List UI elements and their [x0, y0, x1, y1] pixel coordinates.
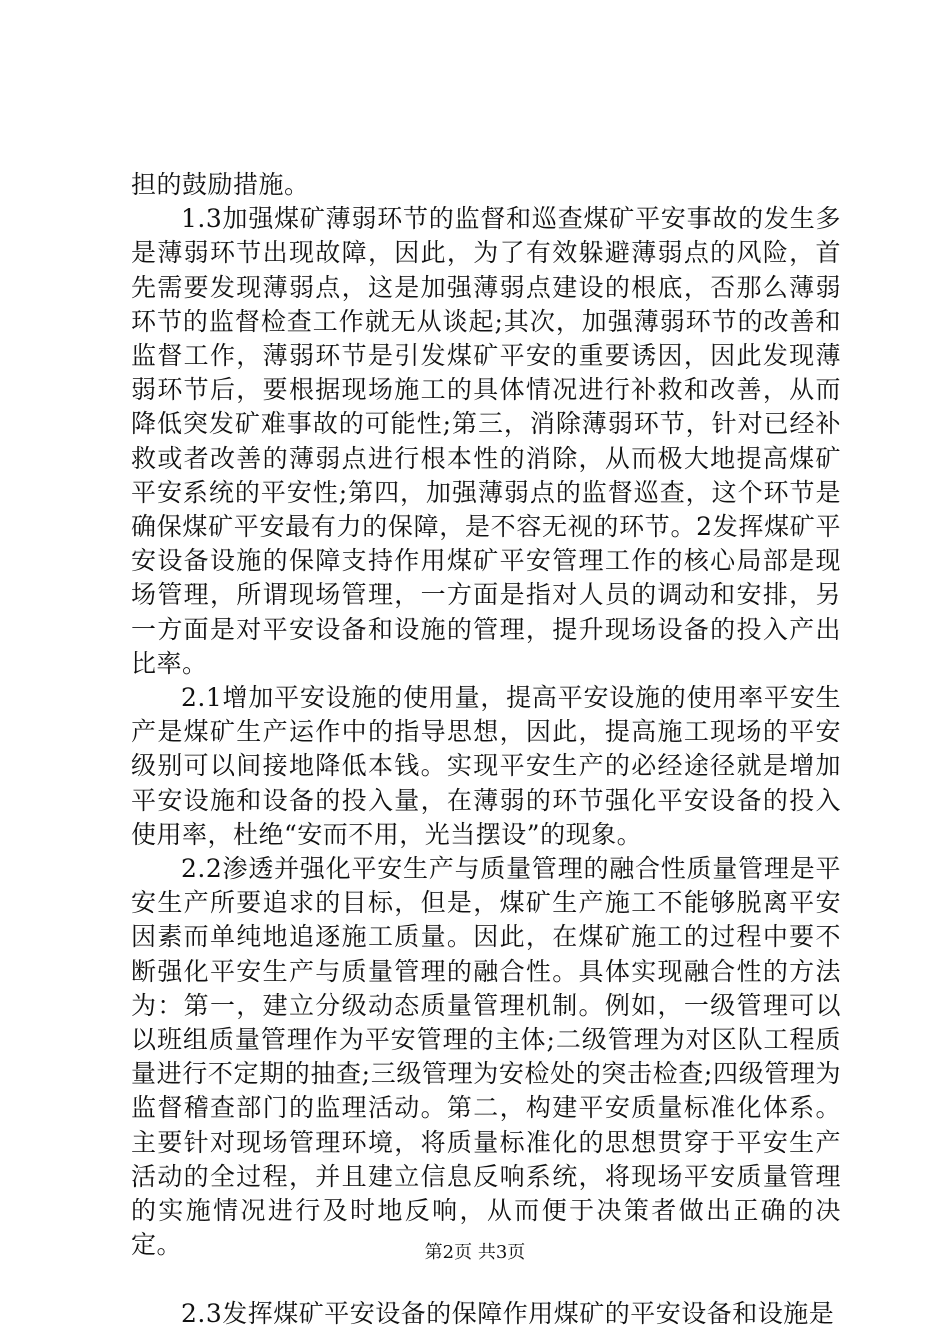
paragraph-section-1-3: 1.3加强煤矿薄弱环节的监督和巡查煤矿平安事故的发生多是薄弱环节出现故障，因此，为了有效躲避薄弱点的风险，首先需要发现薄弱点，这是加强薄弱点建设的根底，否那么薄弱环节的监督检查工作就无从谈起;其次，加强薄弱环节的改善和监督工作，薄弱环节是引发煤矿平安的重要诱因，因此发现薄弱环节后，要根据现场施工的具体情况进行补救和改善，从而降低突发矿难事故的可能性;第三，消除薄弱环节，针对已经补救或者改善的薄弱点进行根本性的消除，从而极大地提高煤矿平安系统的平安性;第四，加强薄弱点的监督巡查，这个环节是确保煤矿平安最有力的保障，是不容无视的环节。2发挥煤矿平安设备设施的保障支持作用煤矿平安管理工作的核心局部是现场管理，所谓现场管理，一方面是指对人员的调动和安排，另一方面是对平安设备和设施的管理，提升现场设备的投入产出比率。: [131, 204, 841, 678]
document-body: [131, 168, 841, 1331]
page-footer: 第2页 共3页: [424, 1242, 526, 1263]
paragraph-section-2-1: 2.1增加平安设施的使用量，提高平安设施的使用率平安生产是煤矿生产运作中的指导思想，因此，提高施工现场的平安级别可以间接地降低本钱。实现平安生产的必经途径就是增加平安设施和设备的投入量，在薄弱的环节强化平安设备的投入使用率，杜绝“安而不用，光当摆设”的现象。: [131, 683, 841, 849]
paragraph-section-2-2: 2.2渗透并强化平安生产与质量管理的融合性质量管理是平安生产所要追求的目标，但是，煤矿生产施工不能够脱离平安因素而单纯地追逐施工质量。因此，在煤矿施工的过程中要不断强化平安生产与质量管理的融合性。具体实现融合性的方法为：第一，建立分级动态质量管理机制。例如，一级管理可以以班组质量管理作为平安管理的主体;二级管理为对区队工程质量进行不定期的抽查;三级管理为安检处的突击检查;四级管理为监督稽查部门的监理活动。第二，构建平安质量标准化体系。主要针对现场管理环境，将质量标准化的思想贯穿于平安生产活动的全过程，并且建立信息反响系统，将现场平安质量管理的实施情况进行及时地反响，从而便于决策者做出正确的决定。: [131, 854, 841, 1260]
paragraph-section-2-3: 2.3发挥煤矿平安设备的保障作用煤矿的平安设备和设施是: [181, 1298, 835, 1328]
paragraph-continuation: 担的鼓励措施。: [131, 170, 310, 199]
